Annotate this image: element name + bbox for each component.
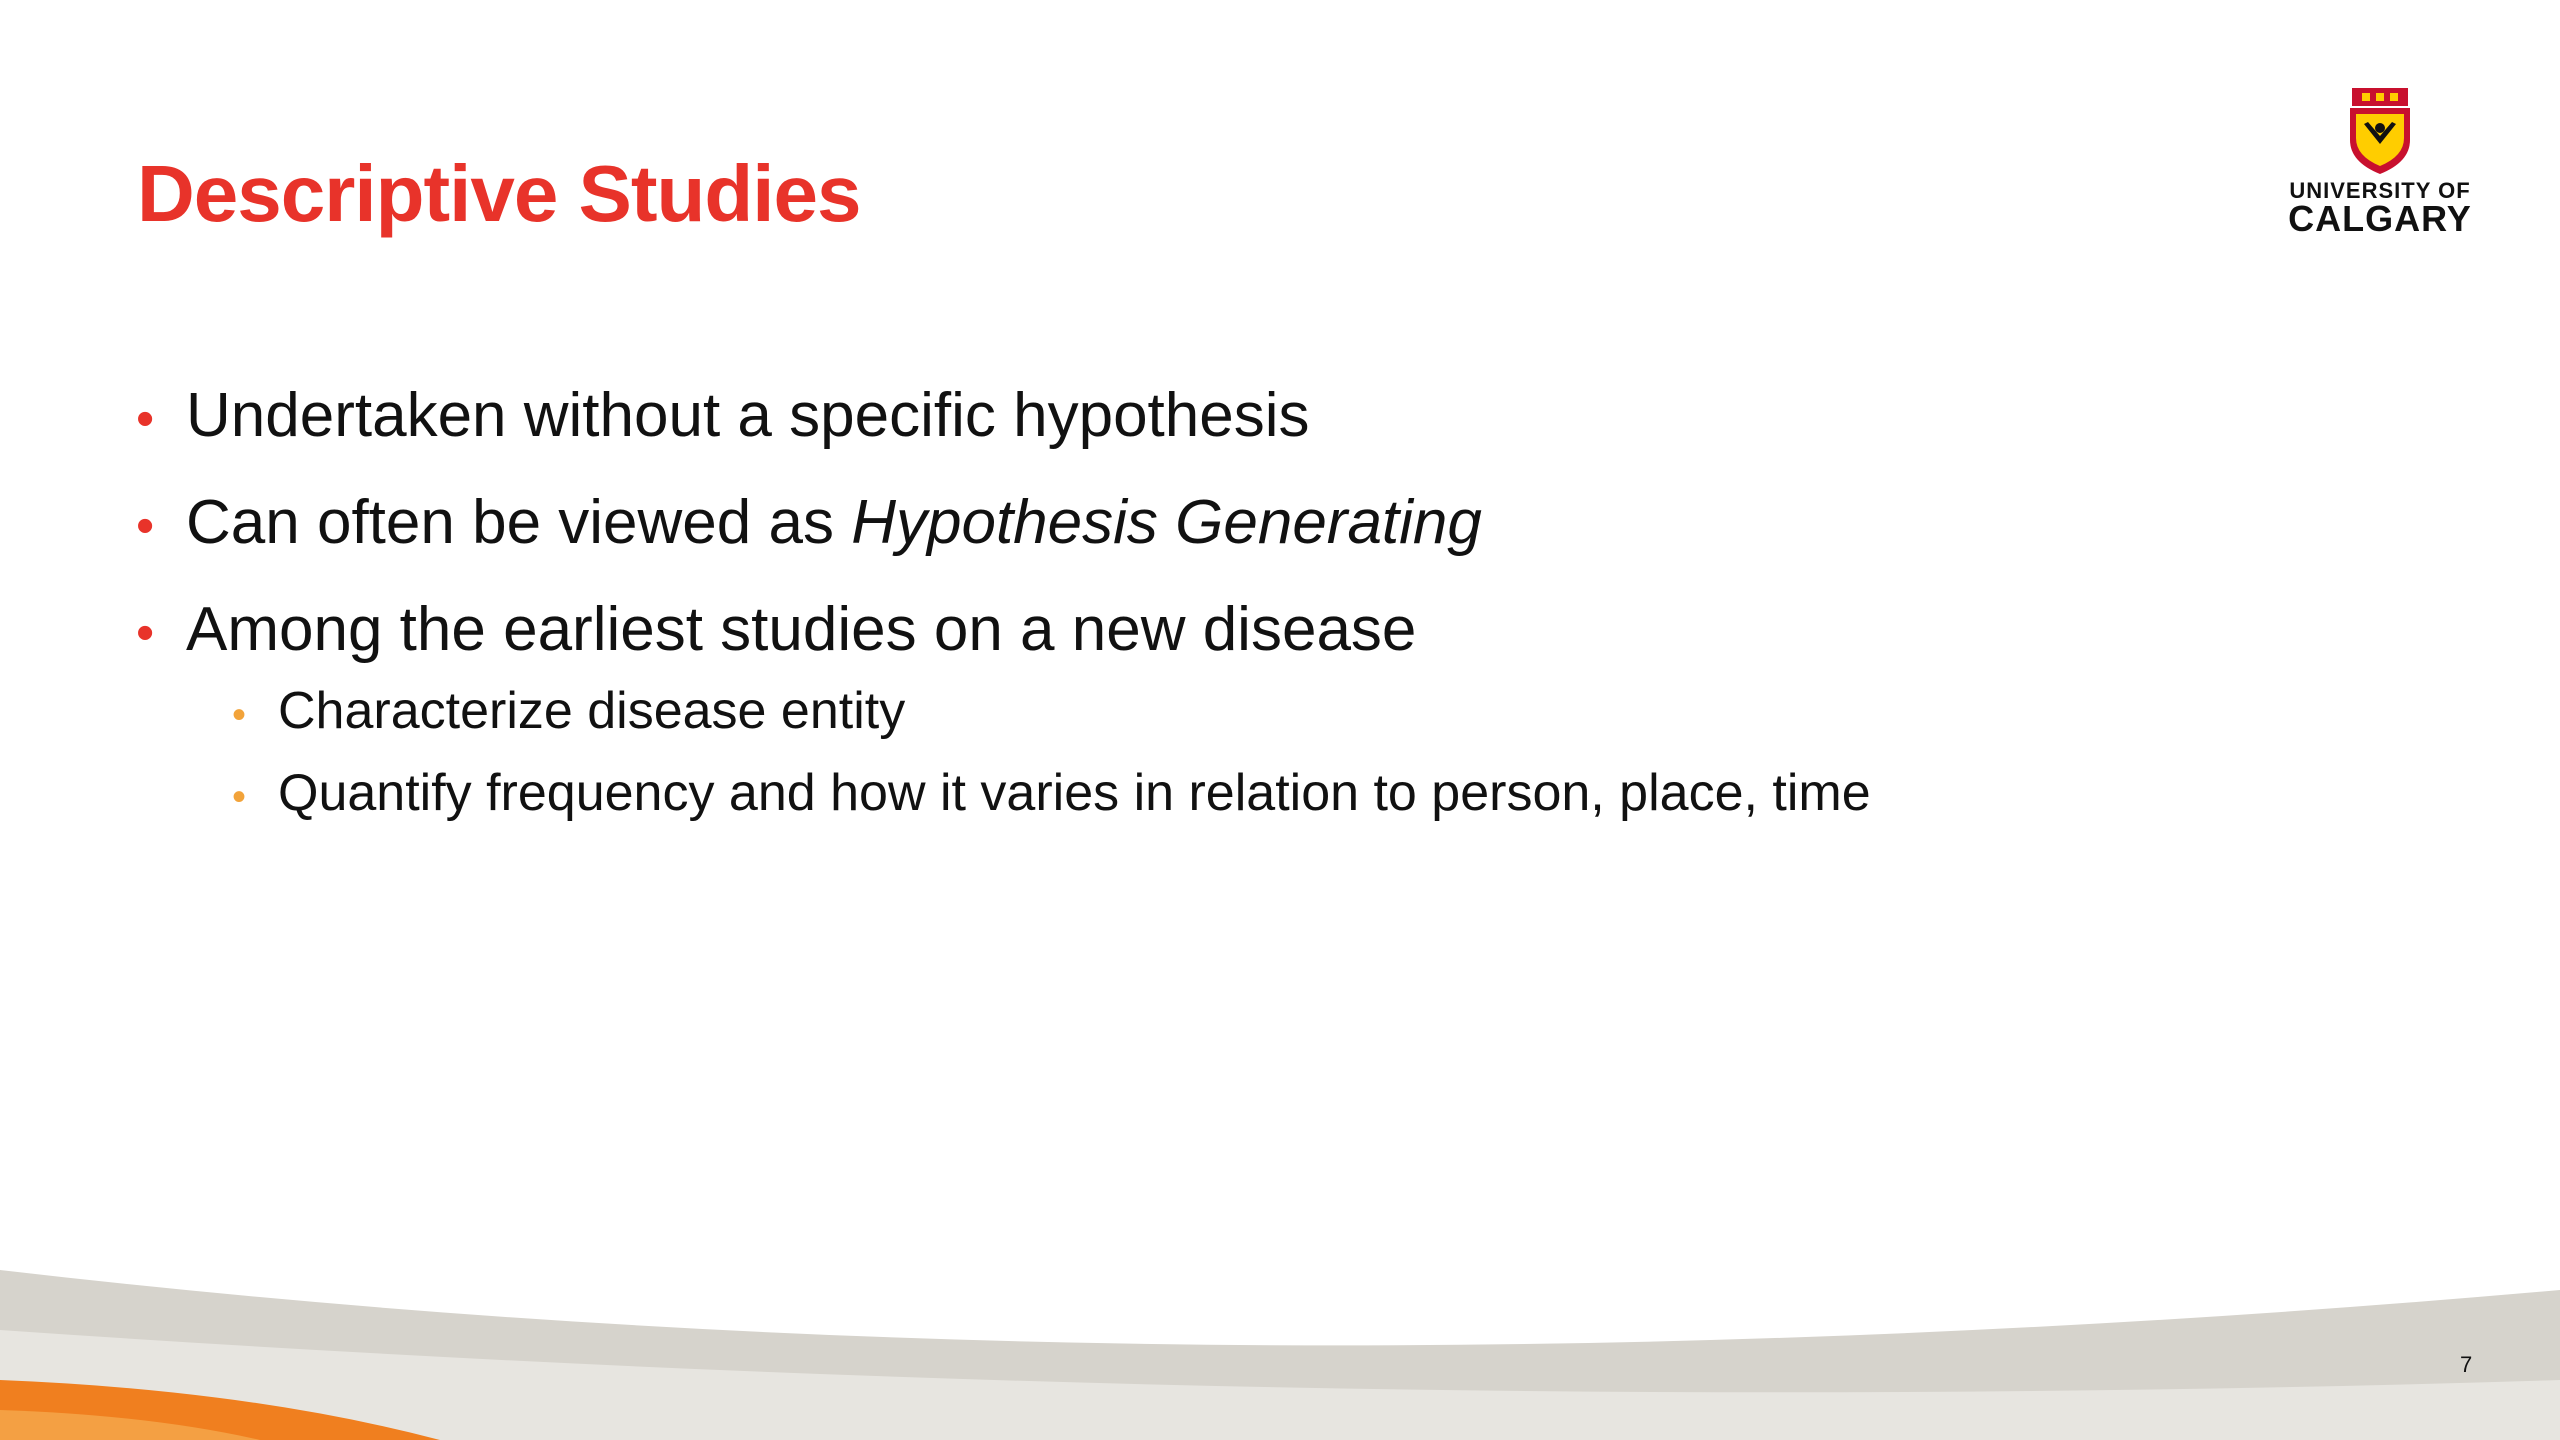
- sub-bullet-dot-icon: •: [232, 775, 247, 819]
- logo-text-line2: CALGARY: [2288, 198, 2472, 239]
- bullet-text: Undertaken without a specific hypothesis: [186, 381, 1310, 450]
- slide-title: Descriptive Studies: [137, 149, 861, 238]
- bullet-item: [136, 487, 2436, 594]
- university-logo: [2270, 88, 2490, 238]
- bullet-item: [136, 380, 2436, 487]
- sub-bullet-item: [232, 681, 2436, 763]
- sub-bullet-dot-icon: •: [232, 693, 247, 737]
- crest-icon: [2346, 88, 2414, 174]
- bullet-list: [136, 380, 2436, 845]
- bullet-dot-icon: •: [136, 497, 155, 555]
- bullet-dot-icon: •: [136, 604, 155, 662]
- sub-bullet-item: [232, 763, 2436, 845]
- footer-decoration: [0, 1270, 2560, 1440]
- bullet-text: Among the earliest studies on a new disease: [186, 595, 1417, 664]
- bullet-text: [186, 487, 1482, 558]
- logo-text-line1: UNIVERSITY OF: [2289, 178, 2471, 203]
- bullet-dot-icon: •: [136, 390, 155, 448]
- sub-bullet-text: Characterize disease entity: [278, 682, 906, 740]
- sub-bullet-text: Quantify frequency and how it varies in relation to person, place, time: [278, 764, 1871, 822]
- bullet-text-plain: Can often be viewed as: [186, 488, 852, 557]
- bullet-emphasis: Hypothesis Generating: [851, 488, 1482, 557]
- page-number: 7: [2460, 1352, 2473, 1377]
